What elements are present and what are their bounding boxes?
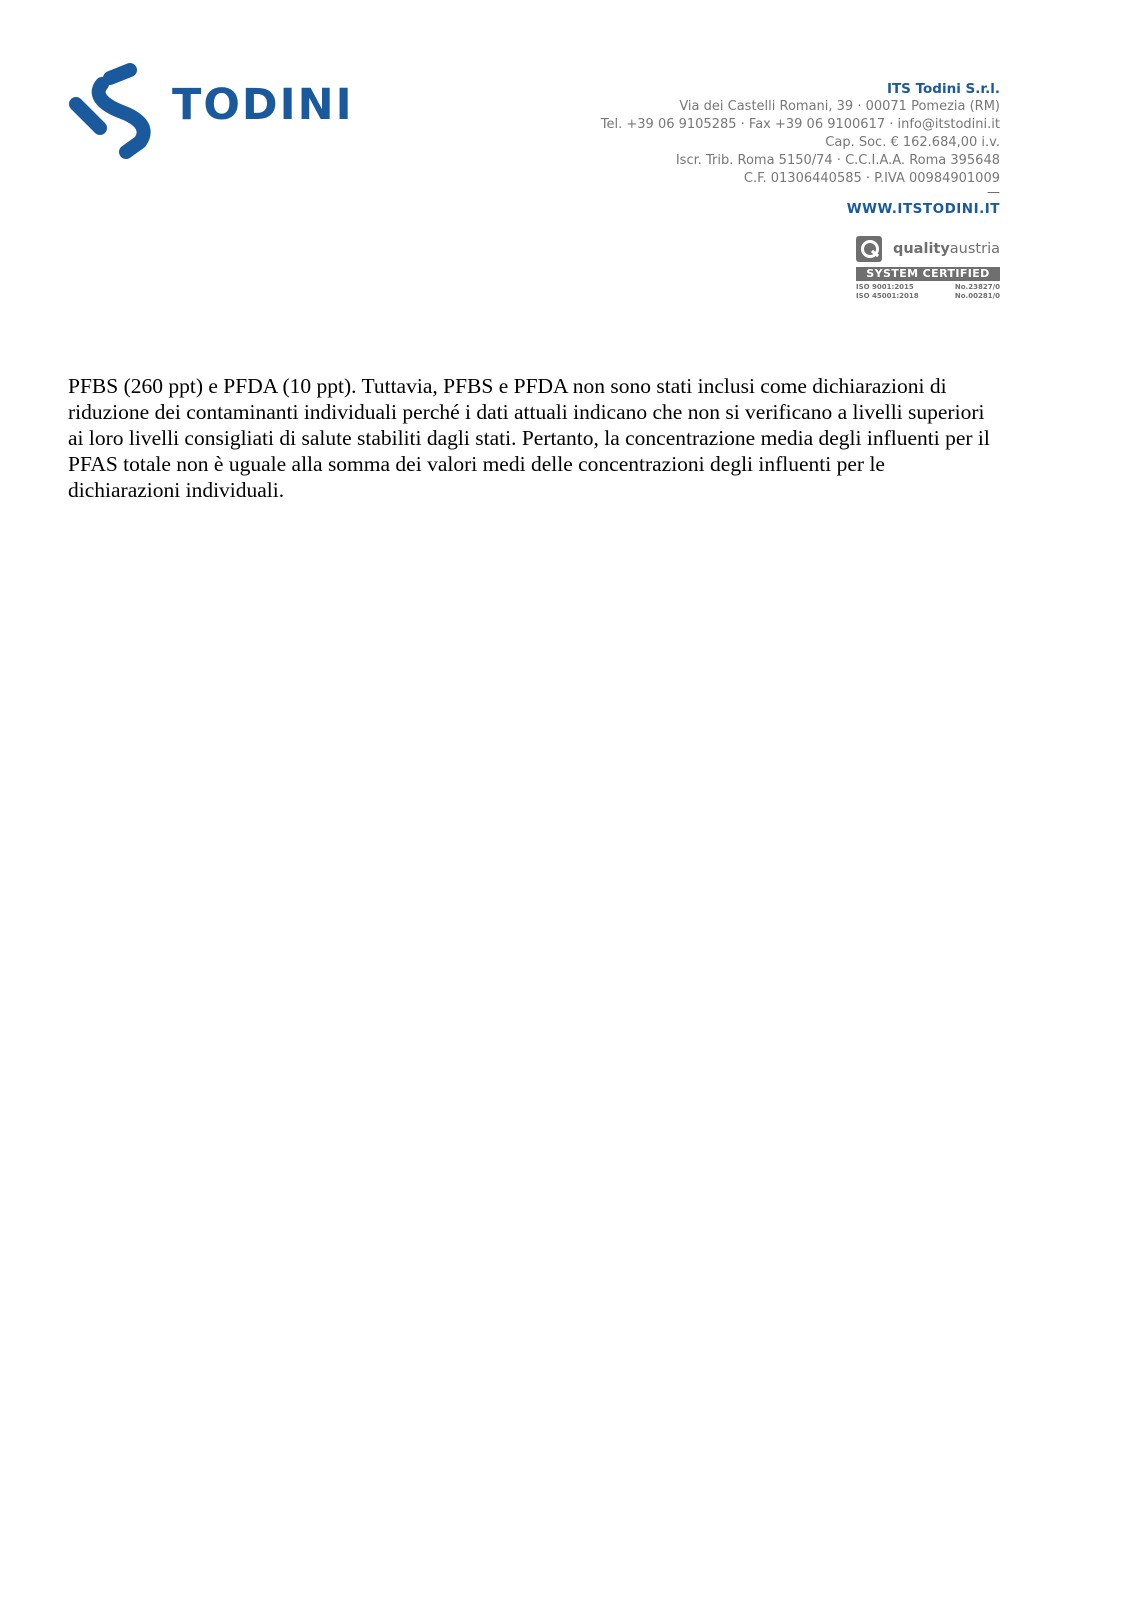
company-website: WWW.ITSTODINI.IT [846, 201, 1000, 217]
cert-iso-number: No.00281/0 [954, 292, 1000, 300]
certification-badge [856, 235, 1000, 301]
cert-brand [893, 241, 1000, 257]
its-logo-mark-icon [66, 62, 164, 162]
cert-label: SYSTEM CERTIFIED [856, 267, 1000, 281]
cert-brand-row [856, 235, 1000, 263]
cert-iso-row-2 [856, 292, 1000, 301]
header-separator: — [987, 185, 1000, 200]
cert-iso-standard: ISO 9001:2015 [856, 283, 914, 291]
logo-wordmark: TODINI [172, 80, 354, 130]
cert-brand-bold: quality [892, 241, 950, 257]
company-capital: Cap. Soc. € 162.684,00 i.v. [825, 135, 1000, 150]
body-paragraph: PFBS (260 ppt) e PFDA (10 ppt). Tuttavia, PFBS e PFDA non sono stati inclusi come dichiarazioni di riduzione dei contaminanti individuali perché i dati attuali indicano che non si verificano a livelli superiori ai loro livelli consigliati di salute stabiliti dagli stati. Pertanto, la concentrazione media degli influenti per il PFAS totale non è uguale alla somma dei valori medi delle concentrazioni degli influenti per le dichiarazioni individuali. [68, 374, 990, 502]
cert-iso-number: No.23827/0 [954, 283, 1000, 291]
company-logo [66, 62, 354, 162]
company-registry: Iscr. Trib. Roma 5150/74 · C.C.I.A.A. Roma 395648 [675, 153, 1000, 168]
company-info-block [540, 80, 1000, 218]
cert-brand-light: austria [949, 241, 1000, 257]
cert-iso-standard: ISO 45001:2018 [856, 292, 919, 300]
company-name: ITS Todini S.r.l. [886, 81, 1000, 97]
company-address: Via dei Castelli Romani, 39 · 00071 Pomezia (RM) [679, 99, 1000, 114]
cert-iso-row-1 [856, 283, 1000, 292]
company-contacts: Tel. +39 06 9105285 · Fax +39 06 9100617 · info@itstodini.it [600, 117, 1000, 132]
quality-q-icon [856, 236, 882, 262]
company-tax-ids: C.F. 01306440585 · P.IVA 00984901009 [743, 171, 1000, 186]
